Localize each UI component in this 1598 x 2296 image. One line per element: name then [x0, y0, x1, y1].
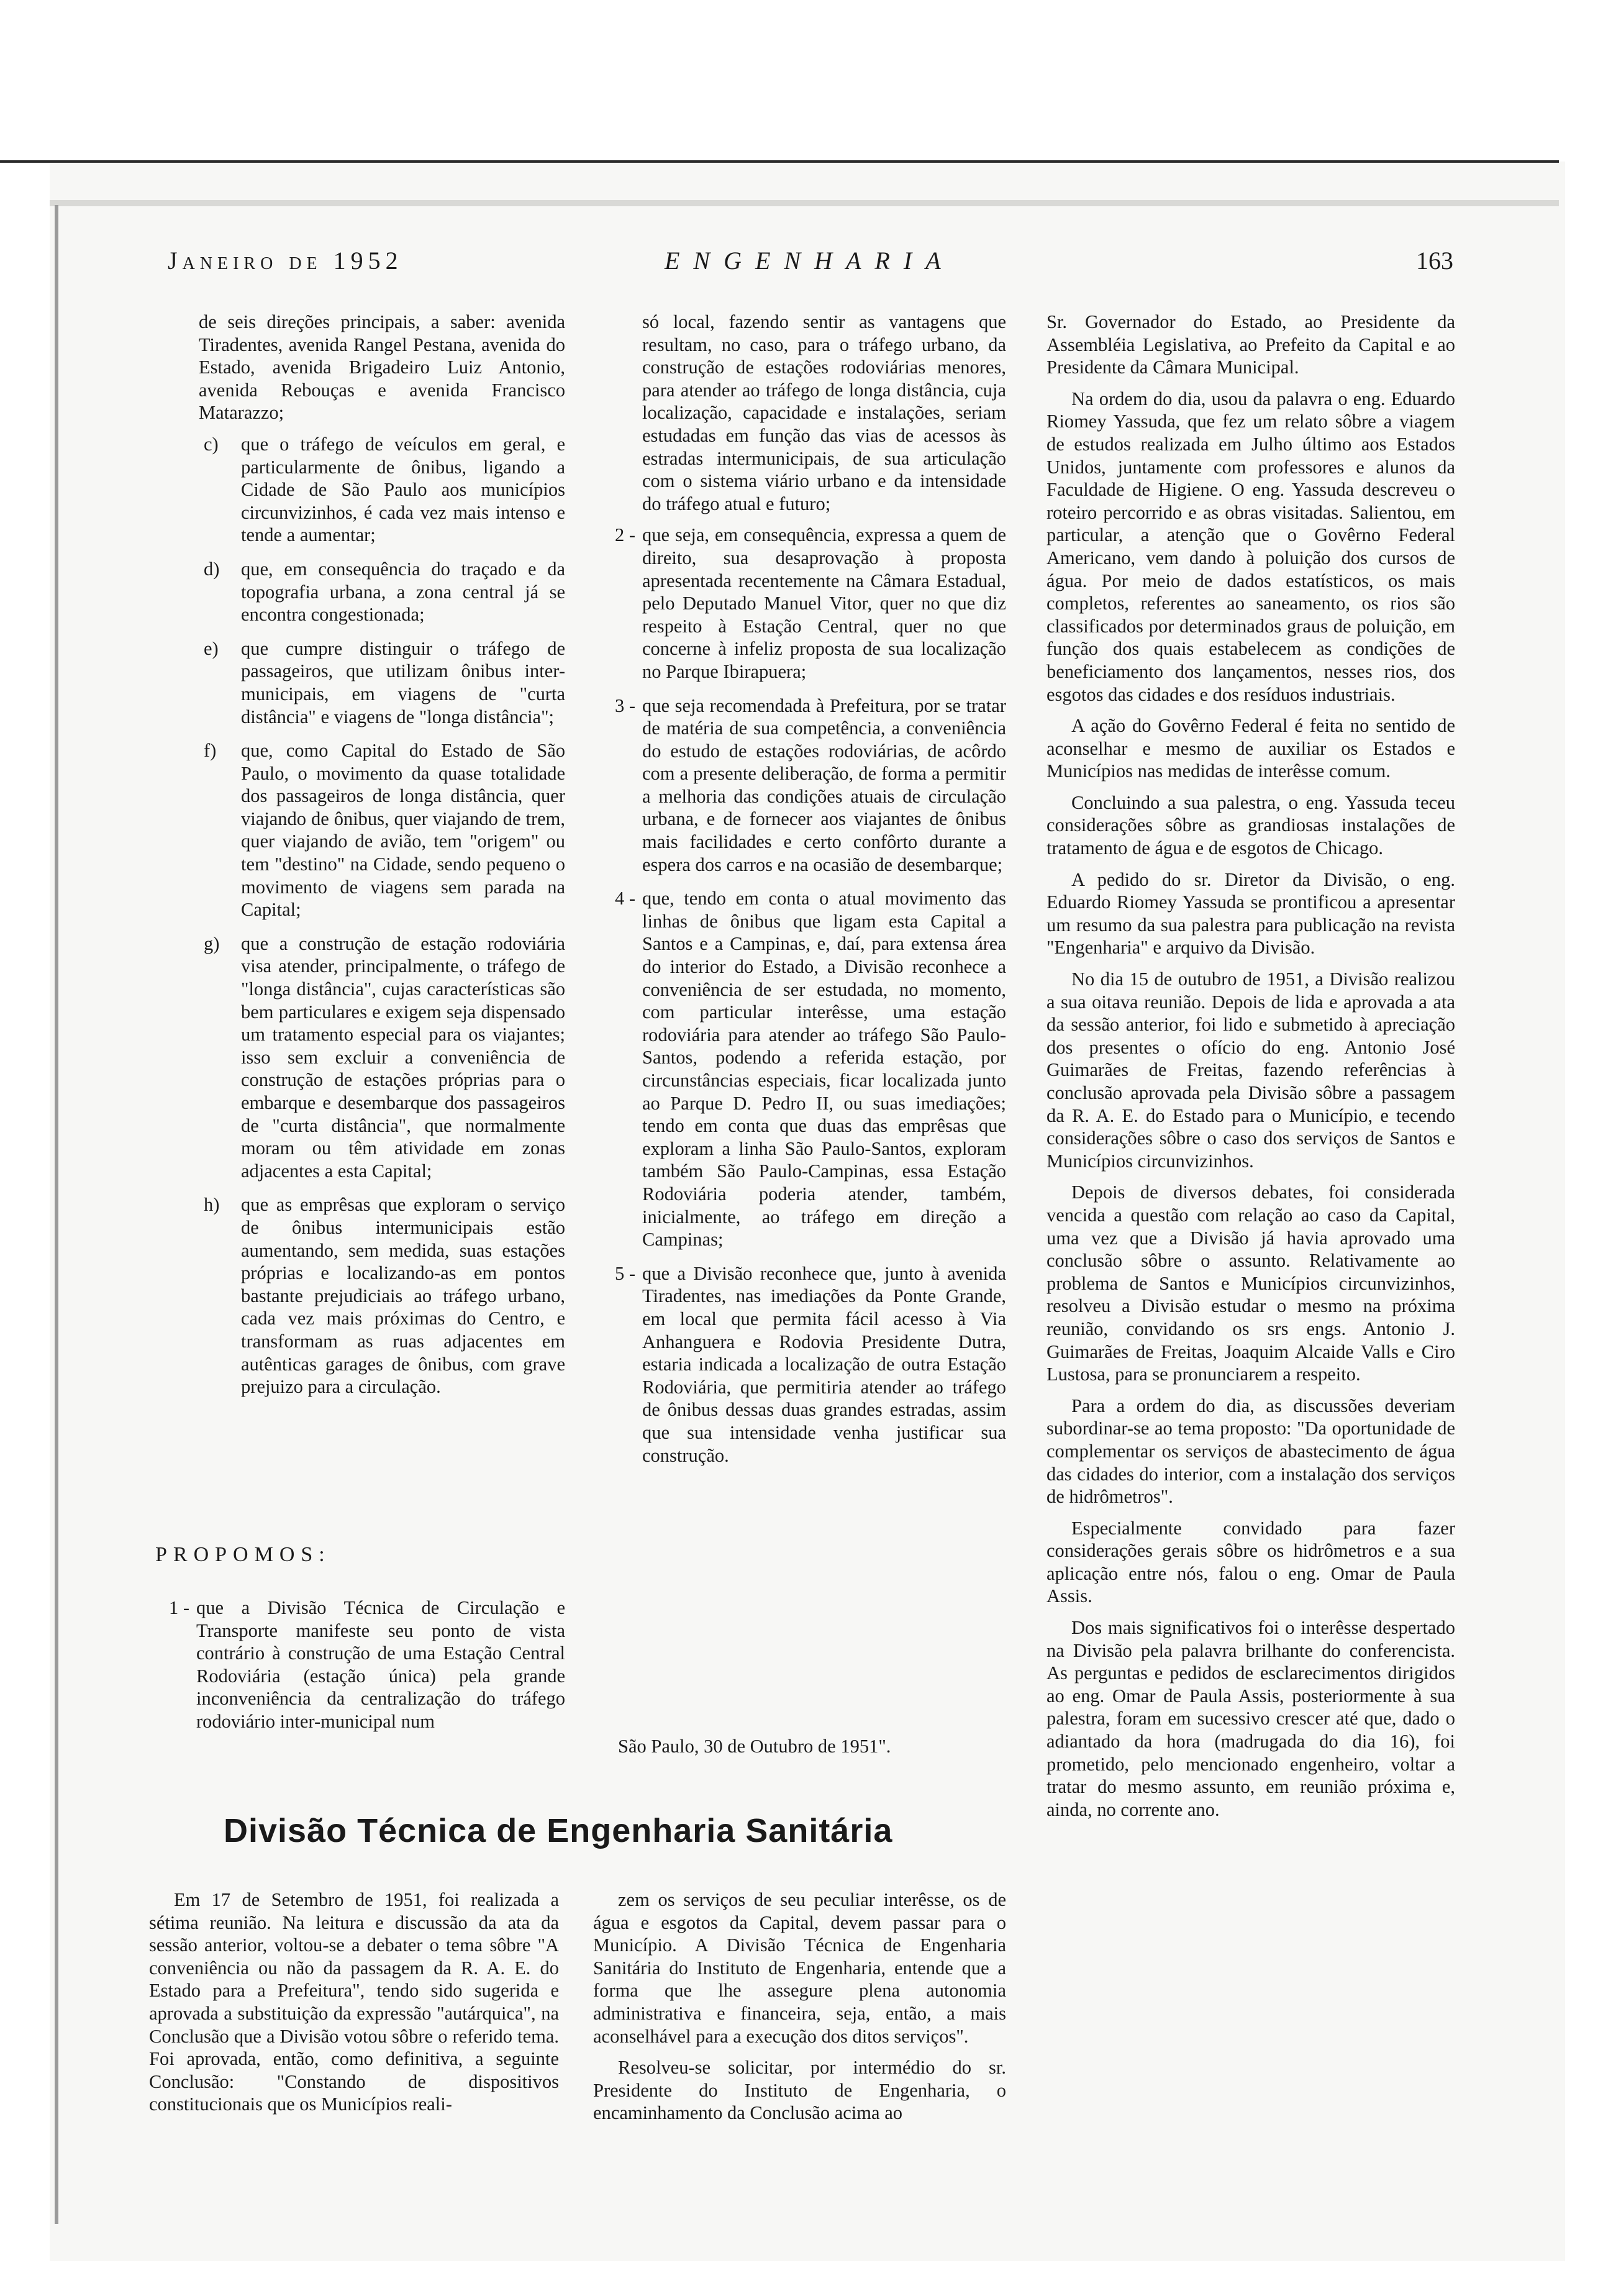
proposal-1: [169, 1597, 565, 1744]
list-item: [199, 739, 565, 921]
list-item: [199, 637, 565, 728]
place-date: São Paulo, 30 de Outubro de 1951".: [618, 1736, 891, 1757]
list-item: [199, 558, 565, 626]
paragraph: Concluindo a sua palestra, o eng. Yassuda teceu considerações sôbre as grandiosas instalações de tratamento de água e de esgotos de Chicago.: [1046, 791, 1455, 859]
col1-list: [199, 433, 565, 1398]
propomos-heading: PROPOMOS:: [155, 1543, 331, 1566]
column-2: [615, 311, 1006, 1478]
page-left-edge: [55, 205, 58, 2224]
list-item-text: que, tendo em conta o atual movimento das linhas de ônibus que ligam esta Capital a Santos e a Campinas, e, daí, para extensa área do interior do Estado, a Divisão reconhece a conveniência de ser estudada, no momento, com particular interêsse, uma estação rodoviária para atender ao tráfego São Paulo-Santos, podendo a referida estação, por circunstâncias especiais, ficar localizada junto ao Parque D. Pedro II, ou suas imediações; tendo em conta que duas das emprêsas que exploram a linha São Paulo-Santos, exploram também São Paulo-Campinas, essa Estação Rodoviária poderia atender, também, inicialmente, ao tráfego em direção a Campinas;: [642, 888, 1006, 1250]
list-item-marker: g): [204, 932, 220, 954]
list-item-marker: c): [204, 433, 219, 455]
list-item-text: que as emprêsas que exploram o serviço de ônibus intermunicipais estão aumentando, sem medida, suas estações próprias e localizando-as em pontos bastante prejudiciais ao tráfego urbano, cada vez mais próximas do Centro, e transformam as ruas adjacentes em autênticas garages de ônibus, com grave prejuizo para a circulação.: [241, 1194, 565, 1398]
paragraph: No dia 15 de outubro de 1951, a Divisão realizou a sua oitava reunião. Depois de lida e aprovada a ata da sessão anterior, foi lido e submetido à apreciação dos presentes o ofício do eng. Antonio José Guimarães de Freitas, fazendo referências à conclusão aprovada pela Divisão sôbre a passagem da R. A. E. do Estado para o Município, e tecendo considerações sôbre o caso dos serviços de Santos e Municípios circunvizinhos.: [1046, 968, 1455, 1172]
column-1: [199, 311, 565, 1410]
list-item-marker: h): [204, 1194, 220, 1216]
list-item: [615, 1262, 1006, 1467]
list-item-marker: 2 -: [615, 524, 636, 546]
list-item-text: que, em consequência do traçado e da topografia urbana, a zona central já se encontra congestionada;: [241, 558, 565, 626]
paragraph: Em 17 de Setembro de 1951, foi realizada a sétima reunião. Na leitura e discussão da ata da sessão anterior, voltou-se a debater o tema sôbre "A conveniência ou não da passagem da R. A. E. do Estado para a Prefeitura", tendo sido sugerida e aprovada a substituição da expressão "autárquica", na Conclusão que a Divisão votou sôbre o referido tema. Foi aprovada, então, como definitiva, a seguinte Conclusão: "Constando de dispositivos constitucionais que os Municípios reali-: [149, 1889, 559, 2115]
list-item-text: que cumpre distinguir o tráfego de passageiros, que utilizam ônibus inter-municipais, em viagens de "curta distância" e viagens de "longa distância";: [241, 637, 565, 727]
list-item-text: que o tráfego de veículos em geral, e particularmente de ônibus, ligando a Cidade de São Paulo aos municípios circunvizinhos, é cada vez mais intenso e tende a aumentar;: [241, 433, 565, 546]
paragraph: Dos mais significativos foi o interêsse despertado na Divisão pela palavra brilhante do conferencista. As perguntas e pedidos de esclarecimentos dirigidos ao eng. Omar de Paula Assis, posteriormente à sua palestra, foram em sucessivo crescer até que, dado o adiantado da hora (madrugada do dia 16), foi prometido, pelo mencionado engenheiro, voltar a tratar do mesmo assunto, em reunião próxima e, ainda, no corrente ano.: [1046, 1617, 1455, 1820]
running-head-date: Janeiro de 1952: [168, 247, 403, 275]
paragraph: Na ordem do dia, usou da palavra o eng. Eduardo Riomey Yassuda, que fez um relato sôbre a viagem de estudos realizada em Julho último aos Estados Unidos, juntamente com professores e alunos da Faculdade de Higiene. O eng. Yassuda descreveu o roteiro percorrido e as obras visitadas. Salientou, em particular, a atenção que o Govêrno Federal Americano, vem dando à poluição dos cursos de água. Por meio de dados estatísticos, os mais completos, referentes ao saneamento, os rios são classificados por determinados graus de poluição, em função dos quais estabelecem as condições de beneficiamento dos lançamentos, nesses rios, dos esgotos das cidades e dos resíduos industriais.: [1046, 388, 1455, 705]
list-item-marker: d): [204, 558, 220, 580]
list-item-marker: f): [204, 740, 217, 762]
paragraph: Resolveu-se solicitar, por intermédio do sr. Presidente do Instituto de Engenharia, o encaminhamento da Conclusão acima ao: [593, 2057, 1006, 2124]
list-item-marker: 5 -: [615, 1262, 636, 1284]
paragraph: Sr. Governador do Estado, ao Presidente da Assembléia Legislativa, ao Prefeito da Capital e ao Presidente da Câmara Municipal.: [1046, 311, 1455, 378]
paragraph: A ação do Govêrno Federal é feita no sentido de aconselhar e mesmo de auxiliar os Estados e Municípios nas medidas de interêsse comum.: [1046, 715, 1455, 782]
col1-intro: de seis direções principais, a saber: avenida Tiradentes, avenida Rangel Pestana, avenida do Estado, avenida Brigadeiro Luiz Antonio, avenida Rebouças e avenida Francisco Matarazzo;: [199, 311, 565, 424]
list-item-text: que a construção de estação rodoviária visa atender, principalmente, o tráfego de "longa distância", cujas características são bem particulares e exigem seja dispensado um tratamento especial para os viajantes; isso sem excluir a conveniência de construção de estações próprias para o embarque e desembarque dos passageiros de "curta distância", que normalmente moram ou têm atividade em zonas adjacentes a esta Capital;: [241, 932, 565, 1182]
section-title: Divisão Técnica de Engenharia Sanitária: [224, 1812, 893, 1849]
running-head-journal: ENGENHARIA: [665, 247, 955, 275]
proposal-marker: 1 -: [169, 1597, 190, 1618]
section-column-b: [593, 1888, 1006, 2133]
list-item-marker: e): [204, 637, 219, 659]
list-item: [199, 1193, 565, 1398]
list-item: [615, 887, 1006, 1251]
list-item: [199, 932, 565, 1183]
paragraph: A pedido do sr. Diretor da Divisão, o eng. Eduardo Riomey Yassuda se prontificou a apresentar um resumo da sua palestra para publicação na revista "Engenharia" e arquivo da Divisão.: [1046, 868, 1455, 959]
section-column-a: [149, 1888, 559, 2125]
proposal-text: que a Divisão Técnica de Circulação e Transporte manifeste seu ponto de vista contrário à construção de uma Estação Central Rodoviária (estação única) pela grande inconveniência da centralização do tráfego rodoviário inter-municipal num: [196, 1597, 565, 1732]
page-top-rule: [0, 160, 1559, 163]
page-shadow-band: [50, 200, 1559, 206]
list-item-marker: 3 -: [615, 695, 636, 716]
paragraph: Depois de diversos debates, foi considerada vencida a questão com relação ao caso da Capital, uma vez que a Divisão já havia aprovado uma conclusão sôbre o assunto. Relativamente ao problema de Santos e Municípios circunvizinhos, resolveu a Divisão estudar o mesmo na próxima reunião, convidando os srs engs. Antonio J. Guimarães de Freitas, Joaquim Alcaide Valls e Ciro Lustosa, para se pronunciarem a respeito.: [1046, 1182, 1455, 1385]
list-item-marker: 4 -: [615, 888, 636, 909]
list-item-text: que seja, em consequência, expressa a quem de direito, sua desaprovação à proposta apresentada recentemente na Câmara Estadual, pelo Deputado Manuel Vitor, quer no que diz respeito à Estação Central, quer no que concerne à infeliz proposta de sua localização no Parque Ibirapuera;: [642, 524, 1006, 682]
list-item: [615, 695, 1006, 877]
paragraph: Especialmente convidado para fazer considerações gerais sôbre os hidrômetros e a sua aplicação entre nós, falou o eng. Omar de Paula Assis.: [1046, 1517, 1455, 1607]
list-item: [615, 524, 1006, 683]
list-item-text: que, como Capital do Estado de São Paulo, o movimento da quase totalidade dos passageiros de longa distância, quer viajando de ônibus, quer viajando de trem, quer viajando de avião, tem "origem" ou tem "destino" na Cidade, sendo pequeno o movimento de viagens sem parada na Capital;: [241, 740, 565, 921]
list-item-text: que a Divisão reconhece que, junto à avenida Tiradentes, nas imediações da Ponte Grande, em local que permita fácil acesso à Via Anhanguera e Rodovia Presidente Dutra, estaria indicada a localização de outra Estação Rodoviária, que permitiria atender ao tráfego de ônibus dessas duas grandes estradas, assim que sua intensidade venha justificar sua construção.: [642, 1262, 1006, 1466]
col2-list: [615, 524, 1006, 1467]
col2-intro: só local, fazendo sentir as vantagens que resultam, no caso, para o tráfego urbano, da construção de estações rodoviárias menores, para atender ao tráfego de longa distância, cuja localização, capacidade e instalações, seriam estudadas em função das vias de acessos às estradas intermunicipais, de sua articulação com o sistema viário urbano e da intensidade do tráfego atual e futuro;: [642, 311, 1006, 514]
paragraph: Para a ordem do dia, as discussões deveriam subordinar-se ao tema proposto: "Da oportunidade de complementar os serviços de abastecimento de água das cidades do interior, com a instalação dos serviços de hidrômetros".: [1046, 1395, 1455, 1508]
list-item: [199, 433, 565, 547]
paragraph: zem os serviços de seu peculiar interêsse, os de água e esgotos da Capital, devem passar para o Município. A Divisão Técnica de Engenharia Sanitária do Instituto de Engenharia, entende que a forma que lhe assegure plena autonomia administrativa e financeira, seja, então, a mais aconselhável para a execução dos ditos serviços".: [593, 1889, 1006, 2047]
page-number: 163: [1416, 247, 1453, 275]
list-item-text: que seja recomendada à Prefeitura, por se tratar de matéria de sua competência, a conveniência do estudo de estações rodoviárias, de acôrdo com a presente deliberação, de forma a permitir a melhoria das condições atuais de circulação urbana, e de fornecer aos viajantes de ônibus mais facilidades e certo confôrto durante a espera dos carros e na ocasião de desembarque;: [642, 695, 1006, 875]
column-3: [1046, 311, 1455, 1829]
